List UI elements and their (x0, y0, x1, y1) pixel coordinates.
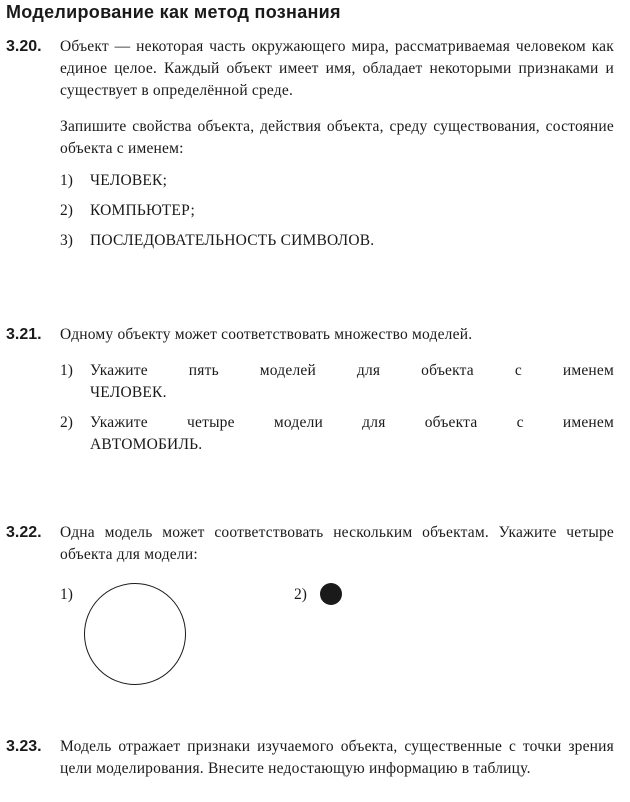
list-item (60, 200, 614, 222)
task-3-21 (6, 324, 614, 472)
task-text: Одному объекту может соответствовать множество моделей. (60, 326, 473, 343)
task-text: Объект — некоторая часть окружающего мира, рассматриваемая человеком как единое целое. Каждый объект имеет имя, обладает некоторыми признаками и существует в определённой среде. (60, 38, 614, 99)
task-text: Модель отражает признаки изучаемого объекта, существенные с точки зрения цели моделирования. Внесите недостающую информацию в таблицу. (60, 738, 614, 777)
list-text-line: ЧЕЛОВЕК. (90, 384, 167, 401)
list-index: 2) (60, 414, 73, 431)
list-index: 1) (60, 172, 73, 189)
open-circle-figure (84, 583, 186, 685)
list-text-line: Укажите четыре модели для объекта с именем (90, 414, 614, 431)
task-3-22 (6, 522, 614, 566)
list-text-line: Укажите пять моделей для объекта с именем (90, 362, 614, 379)
figure-2-label: 2) (294, 586, 307, 603)
list-index: 3) (60, 232, 73, 249)
list-item (60, 230, 614, 252)
task-list (60, 360, 614, 456)
task-number: 3.22. (6, 524, 42, 541)
section-heading: Моделирование как метод познания (6, 2, 341, 22)
list-text-block (90, 360, 614, 404)
list-text-line: АВТОМОБИЛЬ. (90, 436, 203, 453)
list-text: КОМПЬЮТЕР; (90, 202, 196, 219)
list-text: ПОСЛЕДОВАТЕЛЬНОСТЬ СИМВОЛОВ. (90, 232, 375, 249)
task-number: 3.23. (6, 738, 42, 755)
task-3-20 (6, 36, 614, 268)
filled-circle-figure (320, 583, 342, 605)
task-list (60, 170, 614, 252)
list-index: 2) (60, 202, 73, 219)
list-item (60, 170, 614, 192)
task-instruction: Запишите свойства объекта, действия объекта, среду существования, состояние объекта с именем: (60, 118, 614, 157)
list-item (60, 412, 614, 456)
list-text-block (90, 412, 614, 456)
list-item (60, 360, 614, 404)
figure-1-label: 1) (60, 586, 73, 603)
task-text: Одна модель может соответствовать нескольким объектам. Укажите четыре объекта для модели: (60, 524, 614, 563)
task-number: 3.21. (6, 326, 42, 343)
task-3-23 (6, 736, 614, 780)
task-number: 3.20. (6, 38, 42, 55)
list-text: ЧЕЛОВЕК; (90, 172, 168, 189)
list-index: 1) (60, 362, 73, 379)
